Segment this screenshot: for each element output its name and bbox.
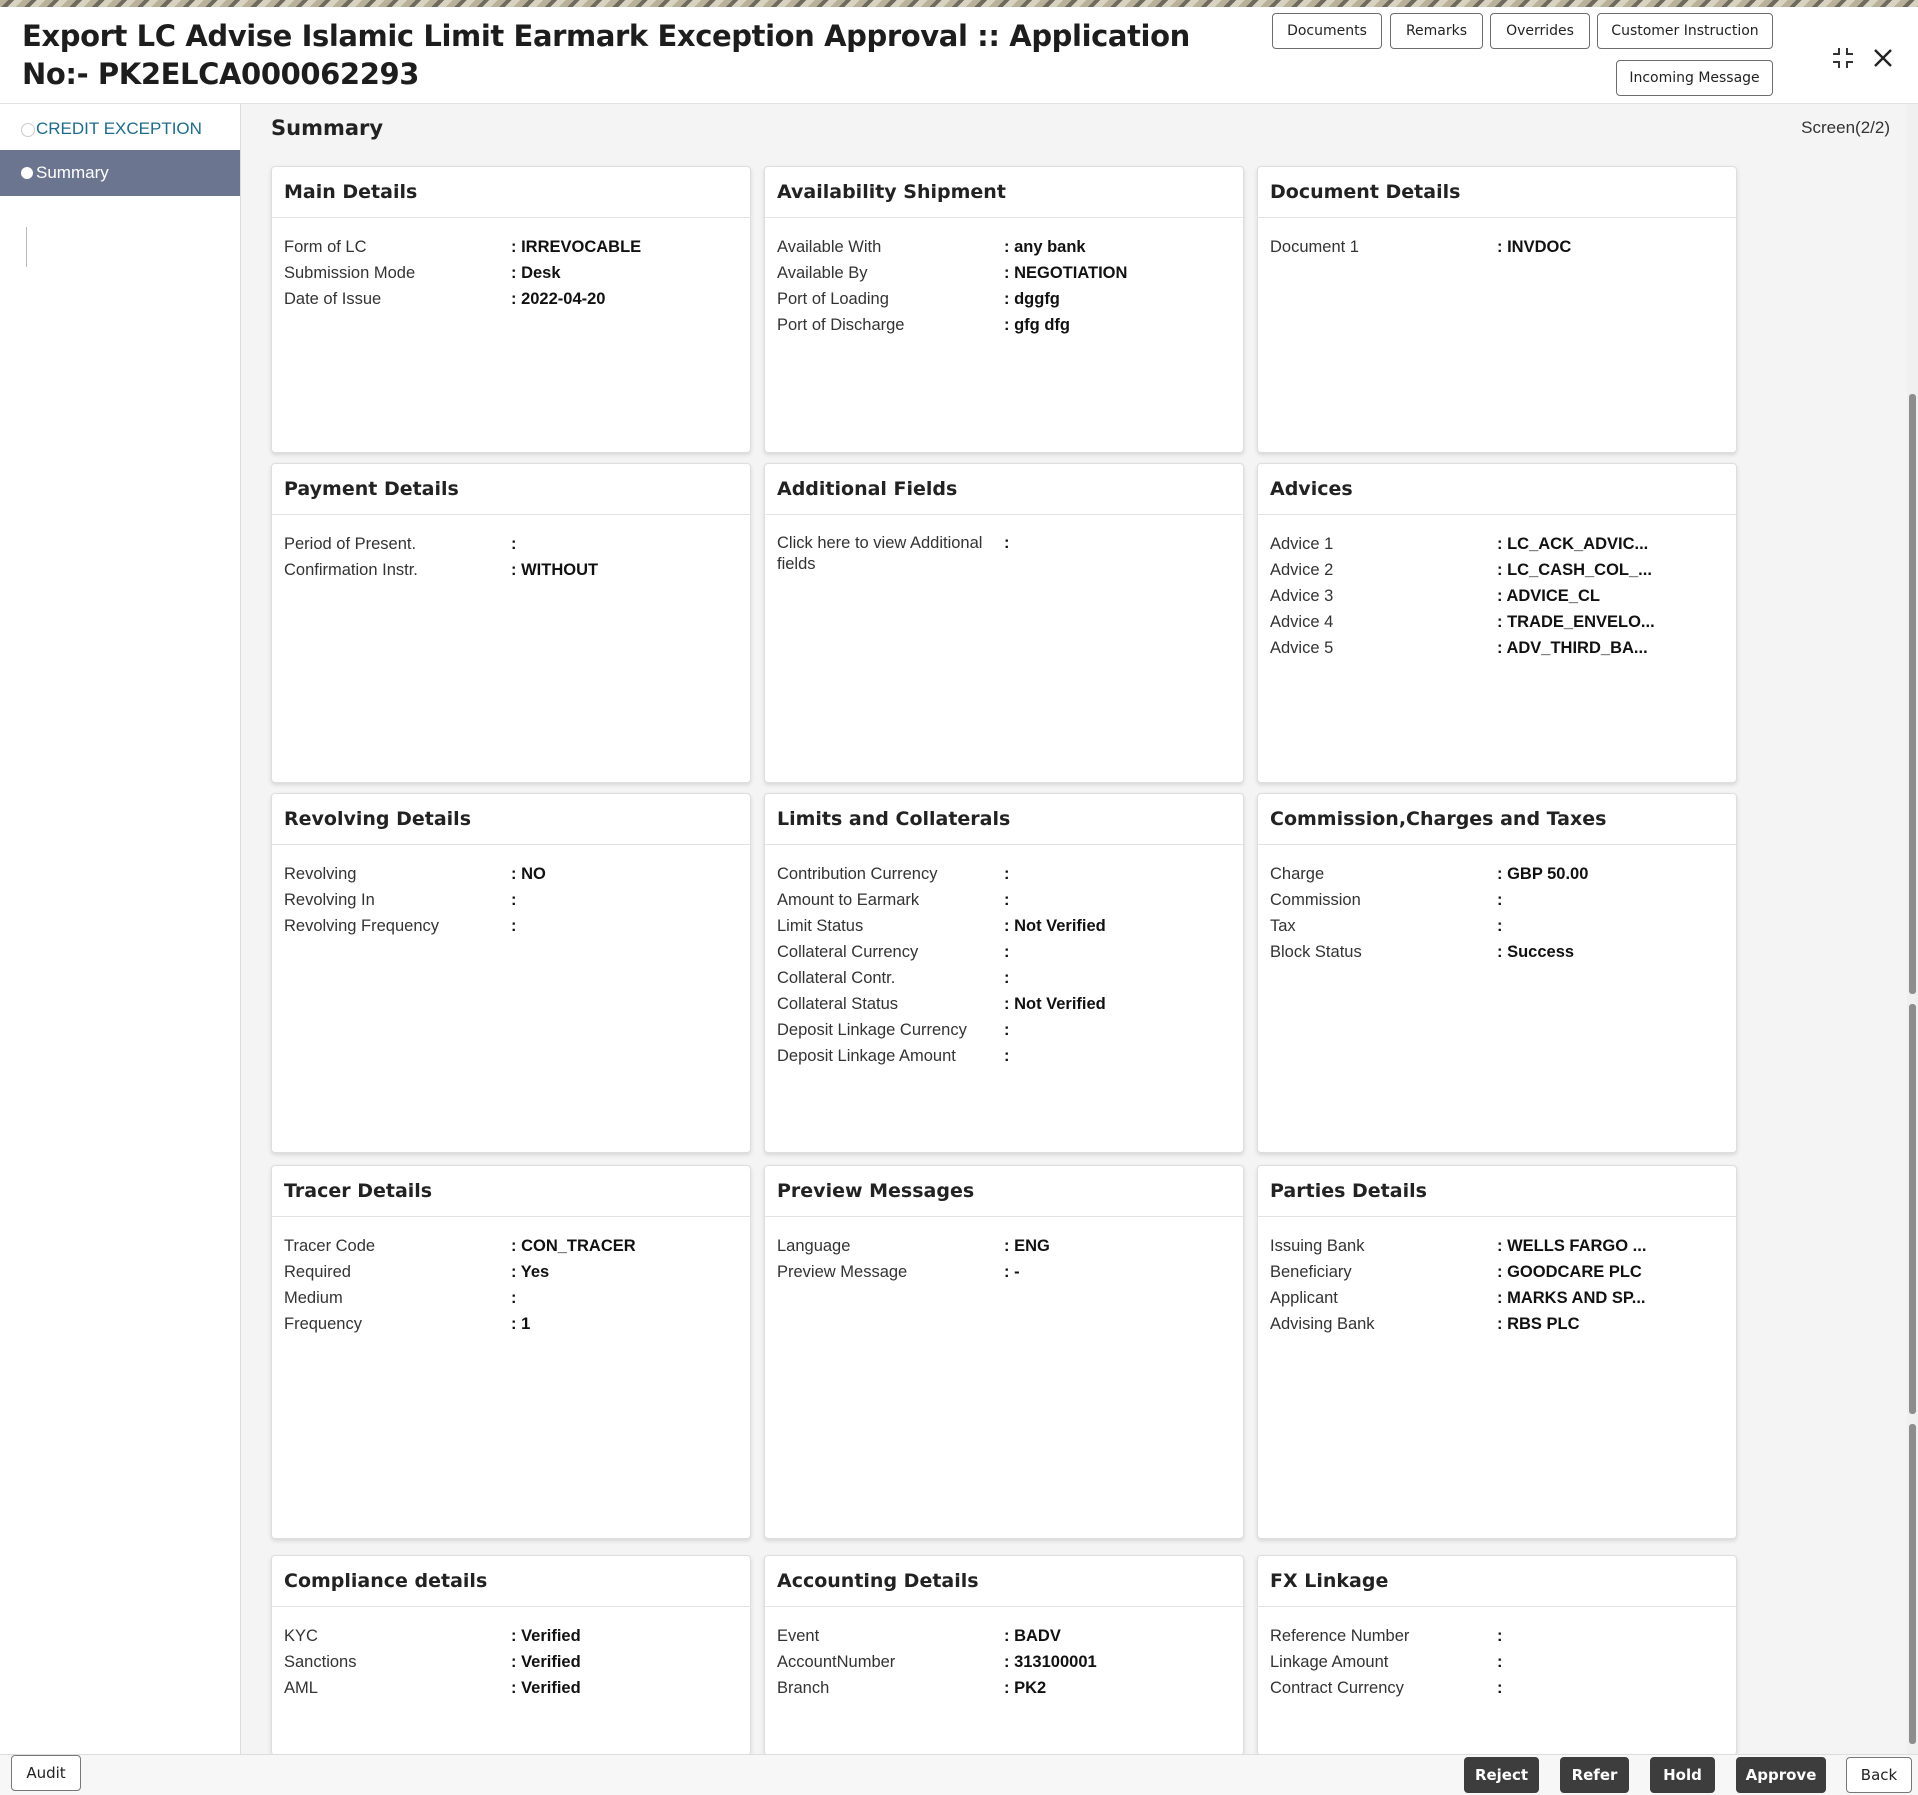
detail-row: [777, 939, 1231, 965]
card-title: Revolving Details: [272, 794, 750, 845]
incoming-message-button[interactable]: Incoming Message: [1616, 60, 1773, 96]
detail-label: Sanctions: [284, 1653, 357, 1671]
detail-value: : any bank: [1004, 238, 1086, 256]
detail-value: :: [1497, 917, 1503, 935]
detail-label: Collateral Status: [777, 995, 899, 1013]
card-title: FX Linkage: [1258, 1556, 1736, 1607]
detail-label: Limit Status: [777, 917, 864, 935]
detail-value: : dggfg: [1004, 290, 1060, 308]
detail-row: [284, 1623, 738, 1649]
card-title: Advices: [1258, 464, 1736, 515]
detail-value: : WELLS FARGO ...: [1497, 1237, 1647, 1255]
detail-row: [284, 1233, 738, 1259]
detail-row: [777, 913, 1231, 939]
card-title: Accounting Details: [765, 1556, 1243, 1607]
detail-row: [284, 286, 738, 312]
detail-value: :: [1004, 969, 1010, 987]
detail-row: [1270, 1649, 1724, 1675]
card-title: Payment Details: [272, 464, 750, 515]
step-dot-icon: [21, 123, 35, 137]
detail-row: [777, 861, 1231, 887]
detail-label: Port of Loading: [777, 290, 889, 308]
card-title: Preview Messages: [765, 1166, 1243, 1217]
detail-value: : INVDOC: [1497, 238, 1572, 256]
footer-bar: [0, 1754, 1918, 1795]
remarks-button[interactable]: Remarks: [1390, 13, 1483, 49]
detail-row: [777, 1675, 1231, 1701]
detail-row: [284, 1675, 738, 1701]
detail-value: : GBP 50.00: [1497, 865, 1589, 883]
detail-row: [777, 1623, 1231, 1649]
detail-label: Form of LC: [284, 238, 367, 256]
card-preview-messages: [764, 1165, 1244, 1539]
detail-value: : IRREVOCABLE: [511, 238, 642, 256]
detail-label: Language: [777, 1237, 851, 1255]
detail-value: : ENG: [1004, 1237, 1050, 1255]
card-advices: [1257, 463, 1737, 783]
detail-label: Advice 3: [1270, 587, 1334, 605]
detail-label: AML: [284, 1679, 318, 1697]
detail-row: [1270, 913, 1724, 939]
card-additional-fields: [764, 463, 1244, 783]
detail-row: [1270, 1259, 1724, 1285]
detail-value: :: [1497, 1679, 1503, 1697]
detail-label: Contribution Currency: [777, 865, 938, 883]
detail-row: [777, 1259, 1231, 1285]
audit-button[interactable]: Audit: [11, 1755, 81, 1791]
detail-value: :: [511, 917, 517, 935]
card-payment-details: [271, 463, 751, 783]
card-parties-details: [1257, 1165, 1737, 1539]
detail-row: [777, 286, 1231, 312]
card-compliance-details: [271, 1555, 751, 1755]
page-header: [0, 7, 1918, 104]
detail-value: : Not Verified: [1004, 917, 1106, 935]
detail-label: Deposit Linkage Currency: [777, 1021, 967, 1039]
detail-label: Advice 1: [1270, 535, 1334, 553]
scrollbar-thumb[interactable]: [1909, 1004, 1916, 1414]
detail-label: Event: [777, 1627, 820, 1645]
detail-label: Advice 5: [1270, 639, 1334, 657]
detail-label: Revolving: [284, 865, 357, 883]
card-title: Limits and Collaterals: [765, 794, 1243, 845]
detail-value: : 313100001: [1004, 1653, 1097, 1671]
detail-value: : gfg dfg: [1004, 316, 1070, 334]
card-availability-shipment: [764, 166, 1244, 453]
card-title: Commission,Charges and Taxes: [1258, 794, 1736, 845]
detail-label: Revolving In: [284, 891, 375, 909]
detail-label: Deposit Linkage Amount: [777, 1047, 956, 1065]
detail-row: [284, 260, 738, 286]
detail-label: Advice 2: [1270, 561, 1334, 579]
step-dot-icon: [21, 167, 33, 179]
detail-label: Collateral Currency: [777, 943, 919, 961]
detail-value: : RBS PLC: [1497, 1315, 1580, 1333]
detail-row: [777, 1649, 1231, 1675]
detail-label: Applicant: [1270, 1289, 1338, 1307]
detail-row: [284, 1649, 738, 1675]
card-title: Parties Details: [1258, 1166, 1736, 1217]
detail-value: :: [1497, 1653, 1503, 1671]
detail-value: :: [1004, 943, 1010, 961]
detail-label: Document 1: [1270, 238, 1359, 256]
detail-value: : Not Verified: [1004, 995, 1106, 1013]
detail-row: [777, 991, 1231, 1017]
detail-label: Advice 4: [1270, 613, 1334, 631]
close-icon[interactable]: [1870, 45, 1896, 75]
detail-row: [777, 887, 1231, 913]
top-decorative-strip: [0, 0, 1918, 7]
detail-row: [1270, 1233, 1724, 1259]
detail-label: Revolving Frequency: [284, 917, 439, 935]
detail-label: Required: [284, 1263, 351, 1281]
detail-row: [1270, 861, 1724, 887]
card-revolving-details: [271, 793, 751, 1153]
card-title: Document Details: [1258, 167, 1736, 218]
detail-label: Beneficiary: [1270, 1263, 1352, 1281]
detail-row: [1270, 1285, 1724, 1311]
card-title: Main Details: [272, 167, 750, 218]
detail-value: : MARKS AND SP...: [1497, 1289, 1646, 1307]
detail-label: Period of Present.: [284, 535, 417, 553]
detail-row: [1270, 939, 1724, 965]
detail-label: Linkage Amount: [1270, 1653, 1389, 1671]
detail-label: AccountNumber: [777, 1653, 896, 1671]
collapse-icon[interactable]: [1830, 45, 1856, 75]
card-main-details: [271, 166, 751, 453]
main-content: [241, 104, 1918, 1758]
detail-row: [284, 887, 738, 913]
detail-value: :: [1004, 534, 1010, 552]
detail-label: Issuing Bank: [1270, 1237, 1365, 1255]
detail-label: Preview Message: [777, 1263, 908, 1281]
section-title: Summary: [271, 116, 384, 140]
step-connector: [26, 227, 27, 267]
detail-label: Branch: [777, 1679, 830, 1697]
additional-fields-link[interactable]: Click here to view Additional fields: [777, 534, 983, 573]
detail-row: [284, 1285, 738, 1311]
detail-value: :: [1497, 1627, 1503, 1645]
detail-row: [1270, 557, 1724, 583]
detail-label: Charge: [1270, 865, 1325, 883]
detail-value: : ADVICE_CL: [1497, 587, 1600, 605]
overrides-button[interactable]: Overrides: [1490, 13, 1590, 49]
detail-row: [284, 1259, 738, 1285]
detail-value: : LC_ACK_ADVIC...: [1497, 535, 1649, 553]
detail-value: : Verified: [511, 1653, 581, 1671]
detail-value: :: [511, 535, 517, 553]
card-document-details: [1257, 166, 1737, 453]
card-title: Additional Fields: [765, 464, 1243, 515]
detail-label: Block Status: [1270, 943, 1362, 961]
detail-label: Tracer Code: [284, 1237, 376, 1255]
back-button[interactable]: Back: [1846, 1757, 1912, 1793]
detail-row: [1270, 1675, 1724, 1701]
detail-value: :: [511, 1289, 517, 1307]
detail-value: : Desk: [511, 264, 561, 282]
detail-value: : ADV_THIRD_BA...: [1497, 639, 1648, 657]
detail-value: : Verified: [511, 1679, 581, 1697]
detail-value: : Verified: [511, 1627, 581, 1645]
sidebar-item-summary[interactable]: [0, 150, 240, 196]
screen-indicator: Screen(2/2): [1801, 118, 1890, 137]
detail-row: [1270, 635, 1724, 661]
card-title: Compliance details: [272, 1556, 750, 1607]
detail-value: :: [511, 891, 517, 909]
detail-row: [1270, 1623, 1724, 1649]
detail-value: : 2022-04-20: [511, 290, 606, 308]
detail-row: [284, 557, 738, 583]
vertical-scrollbar[interactable]: [1907, 104, 1918, 1758]
detail-label: Reference Number: [1270, 1627, 1410, 1645]
card-title: Tracer Details: [272, 1166, 750, 1217]
card-title: Availability Shipment: [765, 167, 1243, 218]
detail-row: [777, 312, 1231, 338]
detail-row: [777, 260, 1231, 286]
detail-value: : BADV: [1004, 1627, 1061, 1645]
detail-label: Frequency: [284, 1315, 362, 1333]
card-commission-charges-taxes: [1257, 793, 1737, 1153]
detail-value: :: [1004, 865, 1010, 883]
detail-label: Confirmation Instr.: [284, 561, 418, 579]
detail-value: : TRADE_ENVELO...: [1497, 613, 1655, 631]
detail-row: [1270, 609, 1724, 635]
card-fx-linkage: [1257, 1555, 1737, 1755]
scrollbar-thumb[interactable]: [1909, 1424, 1916, 1744]
detail-value: : LC_CASH_COL_...: [1497, 561, 1652, 579]
detail-label: Submission Mode: [284, 264, 416, 282]
detail-value: : Yes: [511, 1263, 550, 1281]
detail-value: : Success: [1497, 943, 1575, 961]
detail-label: Available By: [777, 264, 868, 282]
detail-row: [777, 531, 1231, 575]
detail-row: [1270, 583, 1724, 609]
detail-row: [777, 1043, 1231, 1069]
detail-value: : PK2: [1004, 1679, 1047, 1697]
detail-value: : CON_TRACER: [511, 1237, 636, 1255]
detail-value: : WITHOUT: [511, 561, 599, 579]
card-limits-collaterals: [764, 793, 1244, 1153]
detail-value: :: [1004, 1047, 1010, 1065]
detail-value: : NO: [511, 865, 546, 883]
scrollbar-thumb[interactable]: [1909, 394, 1916, 994]
detail-row: [284, 234, 738, 260]
detail-value: : 1: [511, 1315, 531, 1333]
detail-row: [777, 1017, 1231, 1043]
detail-row: [284, 1311, 738, 1337]
detail-label: Commission: [1270, 891, 1361, 909]
detail-value: : GOODCARE PLC: [1497, 1263, 1642, 1281]
detail-row: [777, 965, 1231, 991]
documents-button[interactable]: Documents: [1272, 13, 1382, 49]
reject-button[interactable]: Reject: [1464, 1757, 1539, 1793]
detail-row: [1270, 531, 1724, 557]
detail-label: Available With: [777, 238, 882, 256]
detail-row: [1270, 234, 1724, 260]
refer-button[interactable]: Refer: [1560, 1757, 1629, 1793]
page-title: Export LC Advise Islamic Limit Earmark Exception Approval :: Application No:- PK2ELCA000062293: [22, 19, 1190, 91]
detail-label: Medium: [284, 1289, 343, 1307]
detail-row: [284, 913, 738, 939]
detail-label: Amount to Earmark: [777, 891, 920, 909]
detail-row: [1270, 887, 1724, 913]
detail-label: Date of Issue: [284, 290, 382, 308]
detail-row: [284, 531, 738, 557]
detail-value: : -: [1004, 1263, 1020, 1281]
sidebar: [0, 104, 241, 1754]
detail-value: :: [1004, 891, 1010, 909]
detail-value: : NEGOTIATION: [1004, 264, 1128, 282]
detail-value: :: [1004, 1021, 1010, 1039]
card-tracer-details: [271, 1165, 751, 1539]
detail-value: :: [1497, 891, 1503, 909]
hold-button[interactable]: Hold: [1650, 1757, 1715, 1793]
detail-label: Advising Bank: [1270, 1315, 1375, 1333]
detail-label: Port of Discharge: [777, 316, 905, 334]
detail-row: [284, 861, 738, 887]
detail-label: Collateral Contr.: [777, 969, 896, 987]
detail-row: [1270, 1311, 1724, 1337]
detail-row: [777, 234, 1231, 260]
detail-row: [777, 1233, 1231, 1259]
detail-label: Tax: [1270, 917, 1296, 935]
customer-instruction-button[interactable]: Customer Instruction: [1597, 13, 1773, 49]
sidebar-item-credit-exception[interactable]: [0, 106, 240, 152]
detail-label: KYC: [284, 1627, 318, 1645]
detail-label: Contract Currency: [1270, 1679, 1404, 1697]
card-accounting-details: [764, 1555, 1244, 1755]
sidebar-item-label: CREDIT EXCEPTION: [36, 119, 202, 138]
approve-button[interactable]: Approve: [1736, 1757, 1826, 1793]
sidebar-item-label: Summary: [36, 163, 109, 182]
